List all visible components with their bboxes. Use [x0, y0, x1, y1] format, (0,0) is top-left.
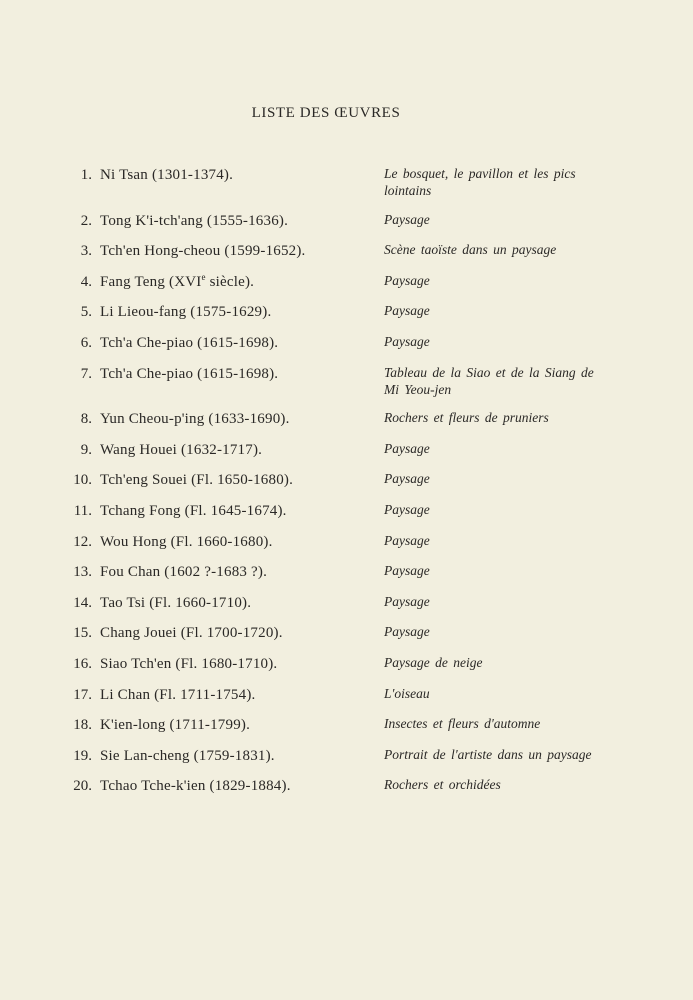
- list-item: [0, 562, 693, 593]
- work-title: Paysage: [384, 303, 430, 319]
- artist-name: Siao Tch'en (Fl. 1680-1710).: [100, 655, 278, 672]
- artist-name: Tong K'i-tch'ang (1555-1636).: [100, 212, 289, 229]
- artist-name: Tch'a Che-piao (1615-1698).: [100, 365, 279, 382]
- entry-number: 5.: [80, 304, 92, 321]
- entry-number: 1.: [80, 167, 92, 183]
- artist-name: Ni Tsan (1301-1374).: [100, 167, 234, 183]
- artist-name: Li Chan (Fl. 1711-1754).: [100, 686, 256, 703]
- entry-number: 4.: [80, 273, 92, 290]
- entry-number: 3.: [80, 243, 92, 260]
- list-item: [0, 776, 693, 807]
- entry-number: 19.: [73, 747, 92, 764]
- entry-number: 11.: [73, 502, 92, 519]
- work-title: Scène taoïste dans un paysage: [384, 242, 557, 258]
- list-item: [0, 593, 693, 624]
- list-item: [0, 272, 693, 303]
- artist-name: Sie Lan-cheng (1759-1831).: [100, 747, 275, 764]
- work-title: Tableau de la Siao et de la Siang de Mi Yeou-jen: [384, 364, 594, 397]
- list-item: [0, 440, 693, 471]
- entry-number: 20.: [73, 778, 92, 795]
- entry-number: 16.: [73, 655, 92, 672]
- work-title: Paysage: [384, 333, 430, 349]
- artist-name: Tch'en Hong-cheou (1599-1652).: [100, 243, 306, 260]
- entry-number: 18.: [73, 717, 92, 734]
- list-item: [0, 685, 693, 716]
- artist-name: Chang Jouei (Fl. 1700-1720).: [100, 625, 283, 642]
- artist-name-part: siècle).: [205, 273, 255, 290]
- entry-number: 10.: [73, 472, 92, 489]
- list-item: [0, 470, 693, 501]
- work-title: Insectes et fleurs d'automne: [384, 716, 541, 732]
- artist-name: Fou Chan (1602 ?-1683 ?).: [100, 564, 268, 581]
- work-title: Paysage: [384, 532, 430, 548]
- artist-name: Tch'a Che-piao (1615-1698).: [100, 334, 279, 351]
- work-title: Paysage: [384, 593, 430, 609]
- artist-name: K'ien-long (1711-1799).: [100, 717, 251, 734]
- work-title: Paysage: [384, 272, 430, 288]
- list-item: [0, 654, 693, 685]
- work-title: Paysage: [384, 624, 430, 640]
- list-item: [0, 211, 693, 242]
- work-title: Paysage: [384, 501, 430, 517]
- work-title: Portrait de l'artiste dans un paysage: [384, 746, 592, 762]
- entry-number: 7.: [80, 365, 92, 382]
- entry-number: 6.: [80, 334, 92, 351]
- entry-number: 17.: [73, 686, 92, 703]
- list-item: [0, 364, 693, 410]
- work-title: Rochers et orchidées: [384, 777, 501, 793]
- list-item: [0, 165, 693, 211]
- artist-name: Li Lieou-fang (1575-1629).: [100, 304, 272, 321]
- artist-name-part: Fang Teng (XVI: [100, 273, 202, 290]
- list-item: [0, 532, 693, 563]
- century-superscript: e: [201, 271, 206, 282]
- list-item: [0, 333, 693, 364]
- page-title: LISTE DES ŒUVRES: [251, 105, 401, 121]
- list-item: [0, 302, 693, 333]
- work-title: Paysage: [384, 471, 430, 487]
- work-title: Paysage: [384, 211, 430, 227]
- entry-number: 15.: [73, 625, 92, 642]
- artist-name: Wou Hong (Fl. 1660-1680).: [100, 533, 273, 550]
- entry-number: 12.: [73, 533, 92, 550]
- artist-name: Tch'eng Souei (Fl. 1650-1680).: [100, 472, 294, 489]
- entry-number: 8.: [80, 411, 92, 428]
- work-title: L'oiseau: [384, 685, 430, 701]
- work-title: Rochers et fleurs de pruniers: [384, 410, 549, 426]
- work-title: Paysage: [384, 563, 430, 579]
- entry-number: 13.: [73, 564, 92, 581]
- artist-name: Tao Tsi (Fl. 1660-1710).: [100, 594, 252, 611]
- work-title: Le bosquet, le pavillon et les pics lointains: [384, 166, 576, 198]
- artist-name: Yun Cheou-p'ing (1633-1690).: [100, 411, 290, 428]
- list-item: [0, 623, 693, 654]
- list-item: [0, 241, 693, 272]
- artist-name: Tchao Tche-k'ien (1829-1884).: [100, 778, 291, 795]
- work-title: Paysage de neige: [384, 654, 483, 670]
- list-item: [0, 746, 693, 777]
- list-item: [0, 715, 693, 746]
- works-list: [0, 165, 693, 807]
- artist-name: Wang Houei (1632-1717).: [100, 441, 263, 458]
- artist-name: [100, 272, 254, 292]
- entry-number: 14.: [73, 594, 92, 611]
- artist-name: Tchang Fong (Fl. 1645-1674).: [100, 502, 287, 519]
- entry-number: 9.: [80, 441, 92, 458]
- entry-number: 2.: [80, 212, 92, 229]
- work-title: Paysage: [384, 440, 430, 456]
- list-item: [0, 409, 693, 440]
- list-item: [0, 501, 693, 532]
